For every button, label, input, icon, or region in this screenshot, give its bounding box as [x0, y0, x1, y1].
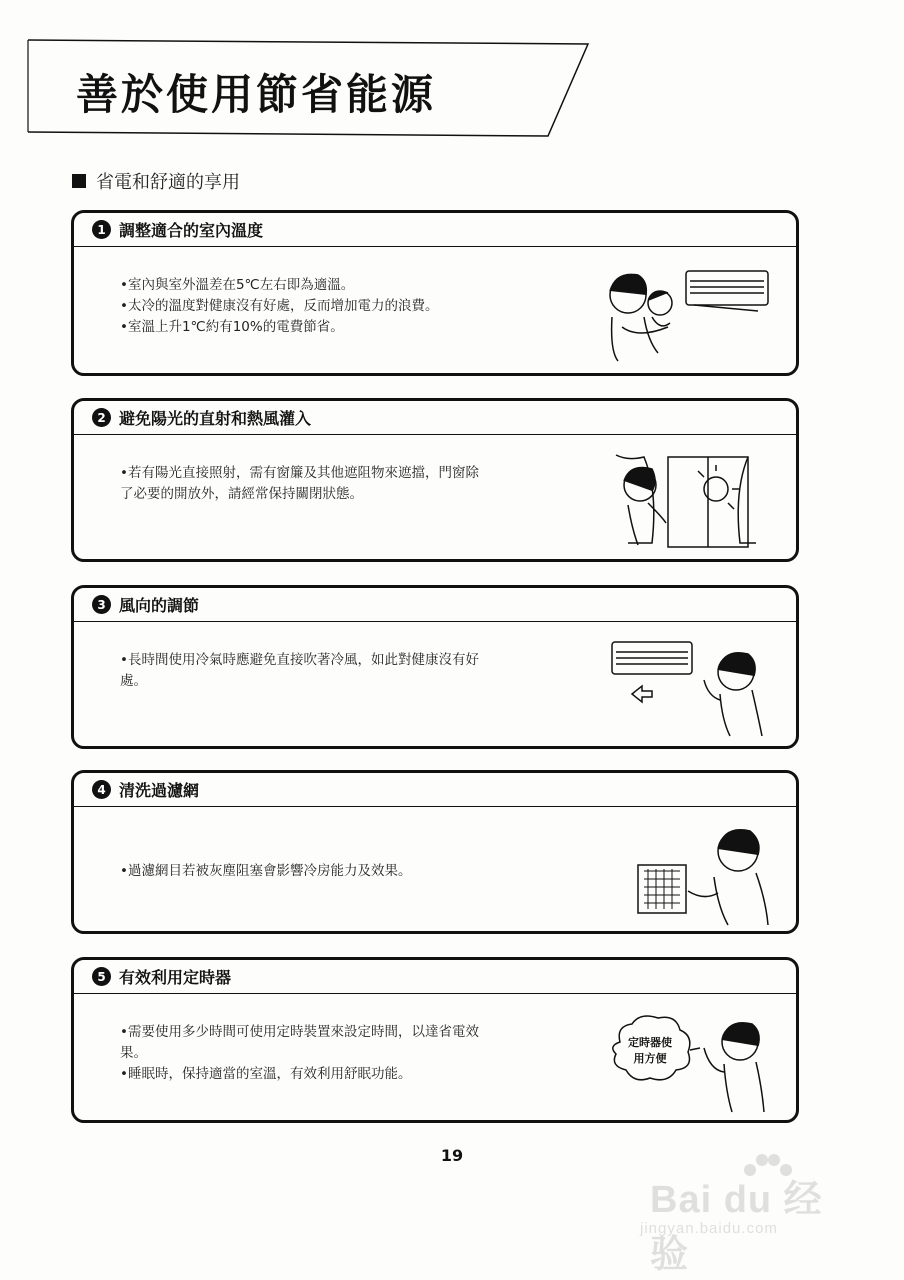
tip-card-5: [71, 957, 799, 1123]
tip-body: [120, 861, 560, 882]
tip-line: 了必要的開放外，請經常保持關閉狀態。: [120, 486, 363, 502]
section-heading-text: 省電和舒適的享用: [96, 172, 240, 193]
section-heading: [72, 168, 240, 194]
number-badge: 4: [92, 780, 111, 799]
page-title: 善於使用節省能源: [76, 70, 437, 119]
tip-body: [120, 1022, 560, 1085]
number-badge: 2: [92, 408, 111, 427]
tip-body: [120, 463, 560, 505]
airflow-direction-illustration: [608, 636, 778, 742]
tip-title: 避免陽光的直射和熱風灌入: [119, 409, 312, 428]
tip-header: [74, 588, 796, 622]
tip-card-2: [71, 398, 799, 562]
page-number: 19: [440, 1146, 464, 1165]
tip-line: •需要使用多少時間可使用定時裝置來設定時間，以達省電效: [120, 1024, 479, 1040]
bubble-line: 定時器使: [628, 1036, 672, 1049]
square-bullet-icon: [72, 174, 86, 188]
tip-header: [74, 401, 796, 435]
tip-header: [74, 213, 796, 247]
bubble-line: 用方便: [633, 1052, 667, 1065]
tip-card-3: [71, 585, 799, 749]
tip-header: [74, 773, 796, 807]
timer-speech-illustration: [604, 1008, 774, 1118]
tip-title: 調整適合的室內溫度: [119, 221, 264, 240]
tip-body: [120, 650, 560, 692]
tip-card-4: [71, 770, 799, 934]
window-curtain-illustration: [608, 451, 758, 551]
baidu-watermark: [640, 1150, 860, 1276]
tip-card-1: [71, 210, 799, 376]
tip-line: 處。: [120, 673, 147, 689]
tip-line: •室溫上升1℃約有10%的電費節省。: [120, 319, 344, 335]
filter-cleaning-illustration: [634, 821, 784, 931]
watermark-brand: Bai du 经验: [650, 1179, 823, 1276]
tip-body: [120, 275, 560, 338]
tip-line: •室內與室外溫差在5℃左右即為適溫。: [120, 277, 355, 293]
number-badge: 1: [92, 220, 111, 239]
number-badge: 5: [92, 967, 111, 986]
tip-line: •長時間使用冷氣時應避免直接吹著冷風，如此對健康沒有好: [120, 652, 479, 668]
tip-title: 有效利用定時器: [119, 968, 232, 987]
number-badge: 3: [92, 595, 111, 614]
watermark-url: jingyan.baidu.com: [640, 1220, 778, 1237]
tip-title: 清洗過濾網: [119, 781, 200, 800]
tip-header: [74, 960, 796, 994]
tip-title: 風向的調節: [119, 596, 200, 615]
tip-line: •若有陽光直接照射，需有窗簾及其他遮阻物來遮擋，門窗除: [120, 465, 479, 481]
tip-line: •太冷的溫度對健康沒有好處，反而增加電力的浪費。: [120, 298, 439, 314]
mother-child-ac-illustration: [598, 261, 778, 365]
tip-line: •過濾網目若被灰塵阻塞會影響冷房能力及效果。: [120, 863, 412, 879]
tip-line: 果。: [120, 1045, 147, 1061]
tip-line: •睡眠時，保持適當的室溫，有效利用舒眠功能。: [120, 1066, 412, 1082]
